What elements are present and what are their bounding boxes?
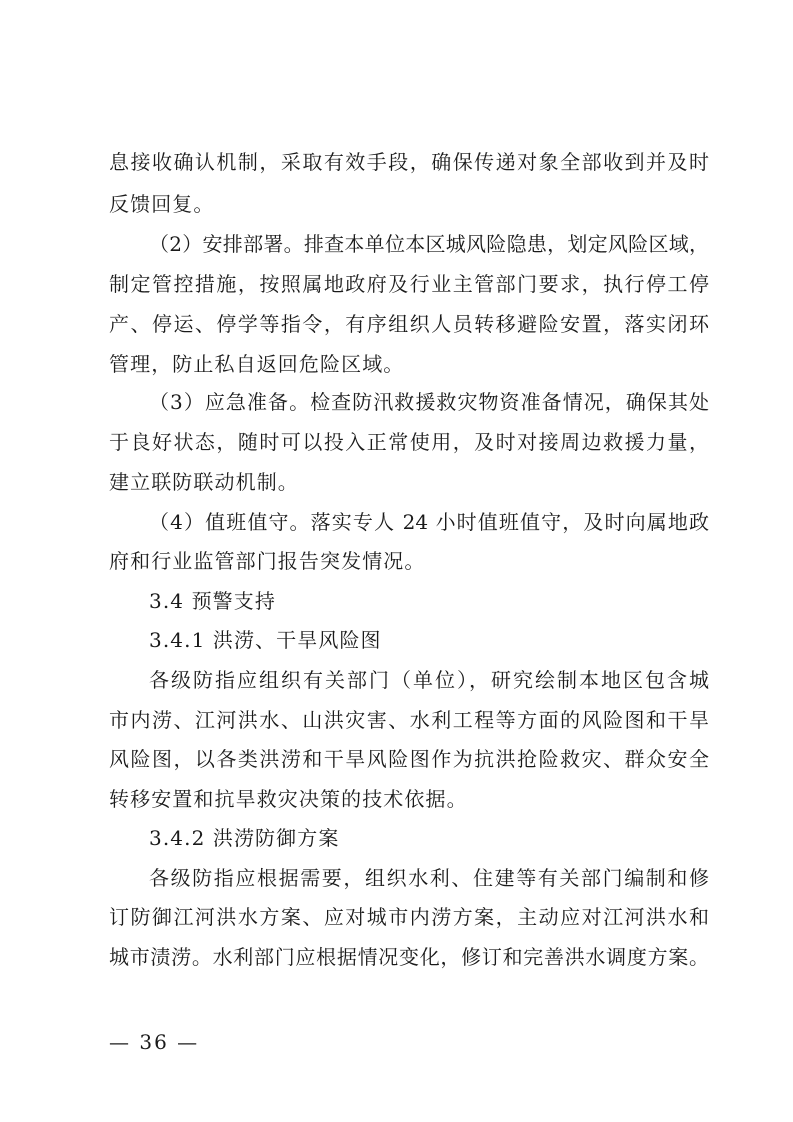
text-line: 于良好状态，随时可以投入正常使用，及时对接周边救援力量， — [109, 430, 709, 454]
text-line: 各级防指应根据需要，组织水利、住建等有关部门编制和修 — [149, 866, 709, 890]
text-line: 管理，防止私自返回危险区域。 — [109, 352, 405, 376]
text-line: 风险图，以各类洪涝和干旱风险图作为抗洪抢险救灾、群众安全 — [109, 747, 709, 771]
text-line: 转移安置和抗旱救灾决策的技术依据。 — [109, 787, 468, 811]
text-line: 城市渍涝。水利部门应根据情况变化，修订和完善洪水调度方案。 — [109, 945, 709, 969]
text-line: 建立联防联动机制。 — [109, 470, 299, 494]
text-line: （2）安排部署。排查本单位本区城风险隐患，划定风险区域， — [149, 232, 709, 256]
subsection-heading: 3.4.2 洪涝防御方案 — [149, 826, 340, 850]
text-line: 市内涝、江河洪水、山洪灾害、水利工程等方面的风险图和干旱 — [109, 708, 709, 732]
text-line: （3）应急准备。检查防汛救援救灾物资准备情况，确保其处 — [149, 390, 709, 414]
page-number: — 36 — — [109, 1030, 200, 1054]
text-line: 各级防指应组织有关部门（单位），研究绘制本地区包含城 — [149, 668, 709, 692]
text-line: 反馈回复。 — [109, 192, 215, 216]
text-line: 府和行业监管部门报告突发情况。 — [109, 549, 426, 573]
text-line: 订防御江河洪水方案、应对城市内涝方案，主动应对江河洪水和 — [109, 905, 709, 929]
text-line: （4）值班值守。落实专人 24 小时值班值守，及时向属地政 — [149, 510, 709, 534]
section-heading: 3.4 预警支持 — [149, 589, 276, 613]
text-line: 产、停运、停学等指令，有序组织人员转移避险安置，落实闭环 — [109, 312, 709, 336]
subsection-heading: 3.4.1 洪涝、干旱风险图 — [149, 628, 382, 652]
text-line: 制定管控措施，按照属地政府及行业主管部门要求，执行停工停 — [109, 272, 709, 296]
text-line: 息接收确认机制，采取有效手段，确保传递对象全部收到并及时 — [109, 150, 709, 174]
